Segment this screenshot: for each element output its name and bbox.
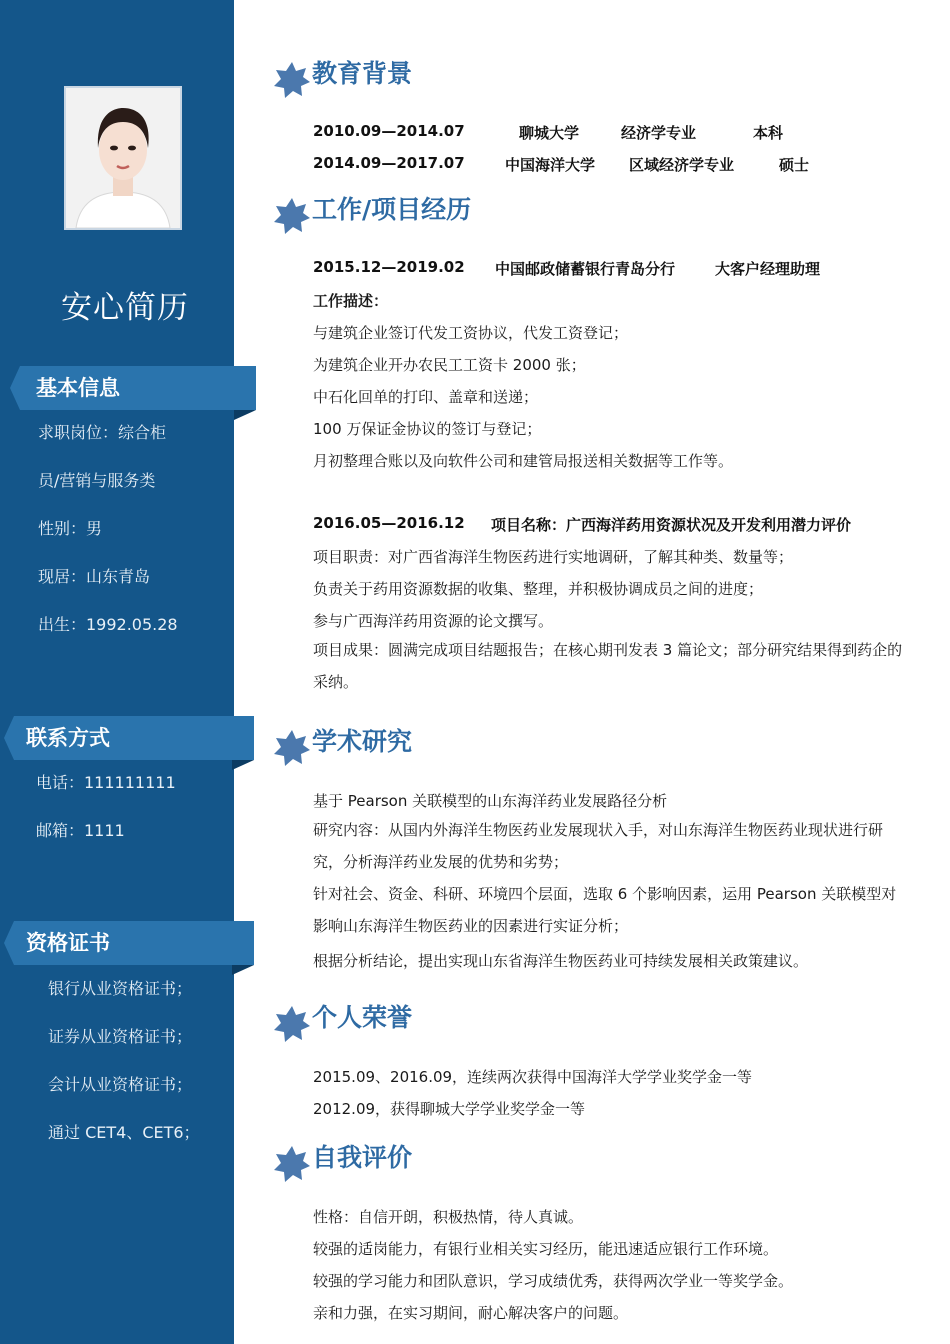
honors-title: 个人荣誉: [312, 1003, 413, 1032]
research-line: 基于 Pearson 关联模型的山东海洋药业发展路径分析: [313, 792, 668, 810]
research-line: 根据分析结论，提出实现山东省海洋生物医药业可持续发展相关政策建议。: [313, 952, 809, 970]
research-line: 研究内容：从国内外海洋生物医药业发展现状入手，对山东海洋生物医药业现状进行研究，分析海洋药业发展的优势和劣势；: [313, 821, 884, 871]
tab-notch: [4, 716, 14, 760]
certificate-item: 银行从业资格证书；: [48, 979, 193, 998]
edu-period: 2014.09—2017.07: [313, 154, 465, 172]
self-eval-line: 较强的学习能力和团队意识，学习成绩优秀，获得两次学业一等奖学金。: [313, 1272, 794, 1290]
project-line: 项目职责：对广西省海洋生物医药进行实地调研，了解其种类、数量等；: [313, 548, 794, 566]
basic-info-item: 出生：1992.05.28: [38, 615, 178, 634]
tab-fold: [232, 965, 254, 975]
tab-notch: [4, 921, 14, 965]
certificates-title: 资格证书: [26, 931, 110, 955]
project-period: 2016.05—2016.12: [313, 514, 465, 532]
research-title: 学术研究: [312, 727, 413, 756]
certificate-item: 证券从业资格证书；: [48, 1027, 193, 1046]
honor-line: 2012.09，获得聊城大学学业奖学金一等: [313, 1100, 586, 1118]
resume-name: 安心简历: [61, 290, 189, 326]
edu-school: 中国海洋大学: [505, 156, 596, 174]
self-eval-line: 亲和力强，在实习期间，耐心解决客户的问题。: [313, 1304, 629, 1322]
education-title: 教育背景: [312, 59, 413, 88]
tab-fold: [232, 760, 254, 770]
basic-info-item: 员/营销与服务类: [38, 471, 156, 490]
tab-notch: [10, 366, 20, 410]
basic-info-item: 性别：男: [38, 519, 103, 538]
edu-degree: 本科: [753, 124, 784, 142]
honor-line: 2015.09、2016.09，连续两次获得中国海洋大学学业奖学金一等: [313, 1068, 753, 1086]
basic-info-item: 求职岗位：综合柜: [38, 423, 167, 442]
job-org: 中国邮政储蓄银行青岛分行: [495, 260, 676, 278]
project-line: 负责关于药用资源数据的收集、整理，并积极协调成员之间的进度；: [313, 580, 764, 598]
contact-heading: [14, 716, 254, 760]
job-role: 大客户经理助理: [715, 260, 821, 278]
job-desc-label: 工作描述：: [313, 292, 389, 310]
edu-degree: 硕士: [779, 156, 810, 174]
profile-photo: [64, 86, 182, 230]
project-line: 项目成果：圆满完成项目结题报告；在核心期刊发表 3 篇论文；部分研究结果得到药企的采纳。: [313, 641, 903, 691]
certificates-heading: [14, 921, 254, 965]
research-line: 针对社会、资金、科研、环境四个层面，选取 6 个影响因素，运用 Pearson 关联模型对影响山东海洋生物医药业的因素进行实证分析；: [313, 885, 897, 935]
job-desc-line: 为建筑企业开办农民工工资卡 2000 张；: [313, 356, 586, 374]
job-period: 2015.12—2019.02: [313, 258, 465, 276]
basic-info-title: 基本信息: [36, 376, 120, 400]
job-desc-line: 100 万保证金协议的签订与登记；: [313, 420, 542, 438]
basic-info-heading: [20, 366, 256, 410]
certificate-item: 会计从业资格证书；: [48, 1075, 193, 1094]
job-desc-line: 月初整理合账以及向软件公司和建管局报送相关数据等工作等。: [313, 452, 734, 470]
edu-major: 区域经济学专业: [629, 156, 735, 174]
job-desc-line: 中石化回单的打印、盖章和送递；: [313, 388, 539, 406]
self-eval-line: 较强的适岗能力，有银行业相关实习经历，能迅速适应银行工作环境。: [313, 1240, 779, 1258]
edu-major: 经济学专业: [621, 124, 697, 142]
contact-title: 联系方式: [26, 726, 110, 750]
tab-fold: [234, 410, 256, 420]
job-desc-line: 与建筑企业签订代发工资协议，代发工资登记；: [313, 324, 629, 342]
certificate-item: 通过 CET4、CET6；: [48, 1123, 200, 1142]
project-name: 项目名称：广西海洋药用资源状况及开发利用潜力评价: [491, 516, 852, 534]
star-badge-icon: [274, 730, 310, 766]
star-badge-icon: [274, 1006, 310, 1042]
contact-item: 邮箱：1111: [36, 821, 125, 840]
star-badge-icon: [274, 62, 310, 98]
work-title: 工作/项目经历: [312, 195, 472, 224]
edu-period: 2010.09—2014.07: [313, 122, 465, 140]
star-badge-icon: [274, 1146, 310, 1182]
contact-item: 电话：111111111: [36, 773, 176, 792]
star-badge-icon: [274, 198, 310, 234]
self-eval-title: 自我评价: [312, 1143, 413, 1172]
project-line: 参与广西海洋药用资源的论文撰写。: [313, 612, 554, 630]
basic-info-item: 现居：山东青岛: [38, 567, 151, 586]
edu-school: 聊城大学: [519, 124, 580, 142]
self-eval-line: 性格：自信开朗，积极热情，待人真诚。: [313, 1208, 584, 1226]
